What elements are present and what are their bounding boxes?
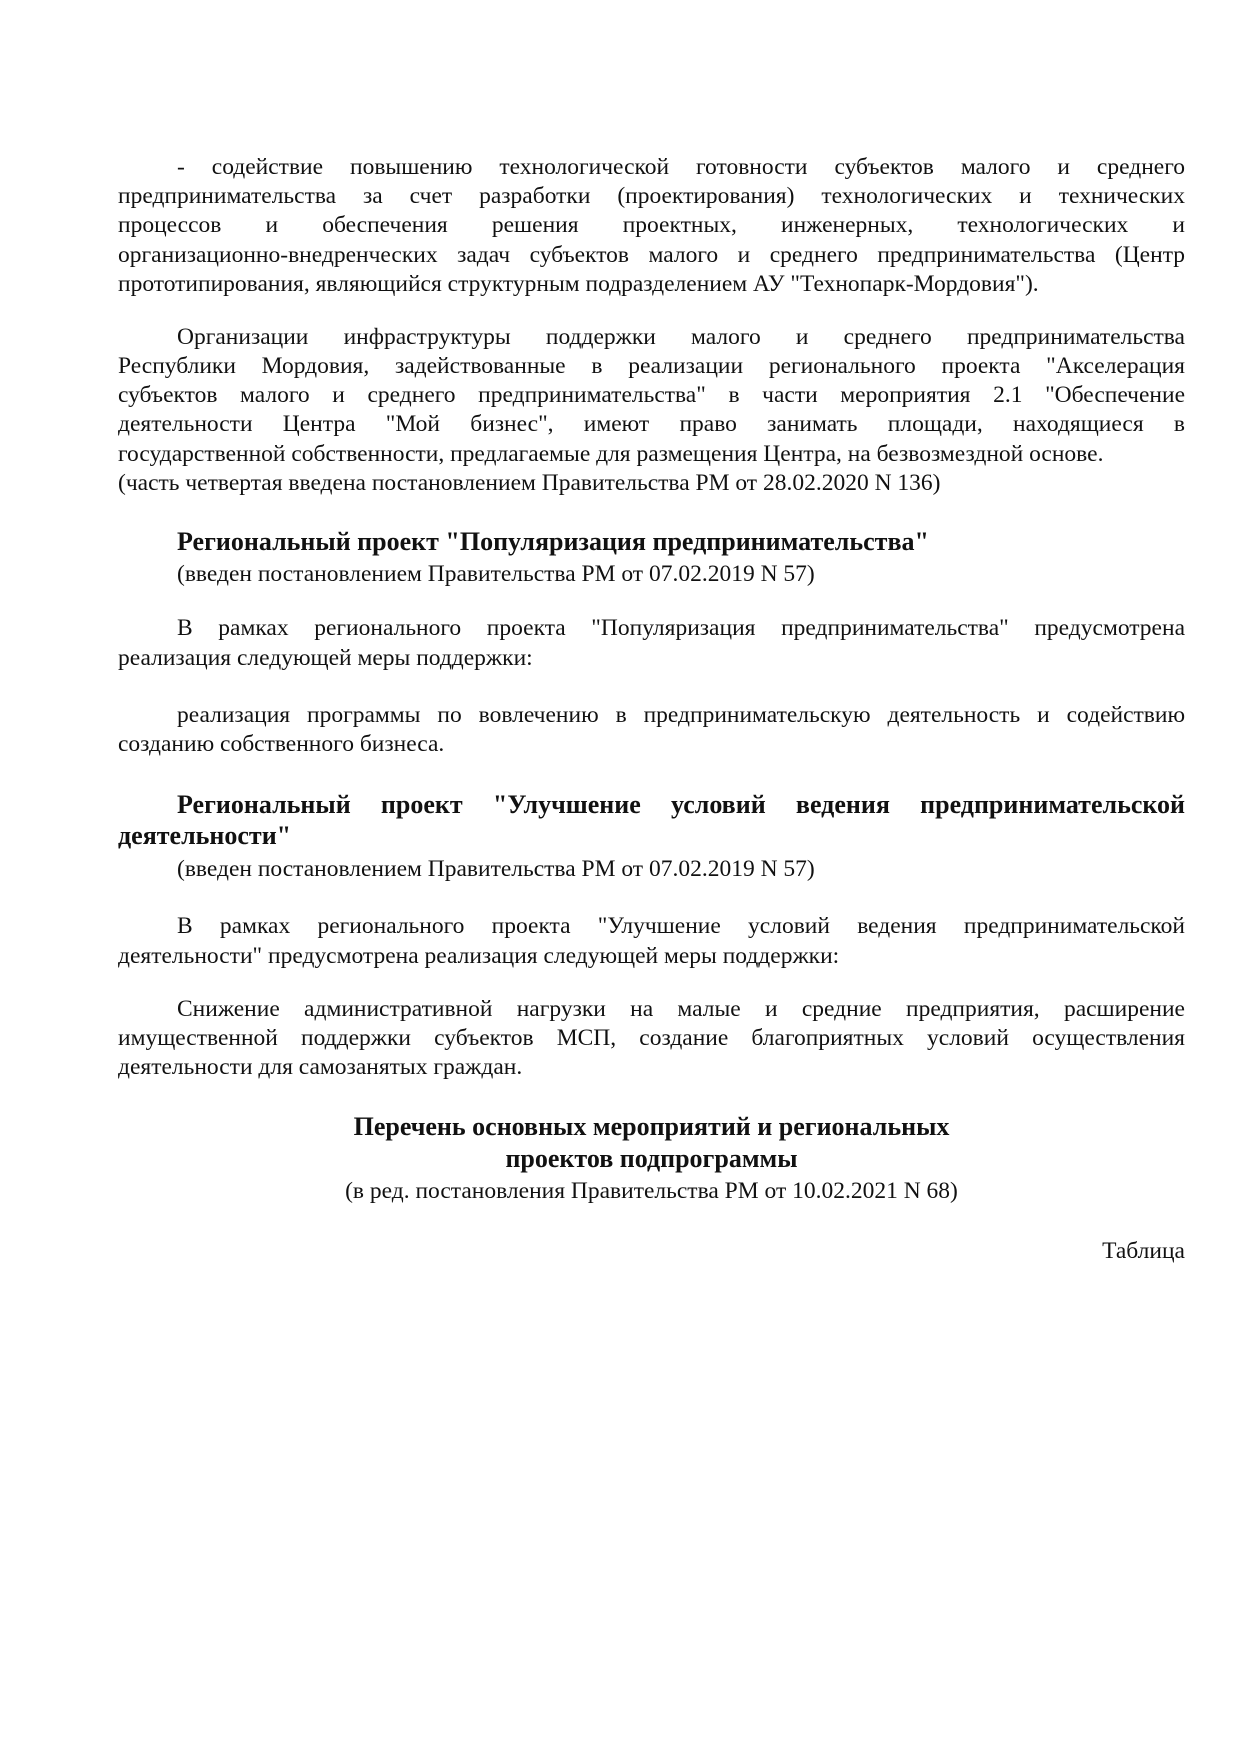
text-line: деятельности для самозанятых граждан. bbox=[118, 1054, 523, 1080]
text-line: Республики Мордовия, задействованные в реализации регионального проекта "Акселерация bbox=[118, 353, 1185, 379]
text-line: В рамках регионального проекта "Улучшение условий ведения предпринимательской bbox=[177, 913, 1185, 939]
text-line: процессов и обеспечения решения проектных, инженерных, технологических и bbox=[118, 212, 1185, 238]
text-line: реализация следующей меры поддержки: bbox=[118, 645, 533, 671]
text-line: Организации инфраструктуры поддержки малого и среднего предпринимательства bbox=[177, 324, 1185, 350]
text-line: (введен постановлением Правительства РМ от 07.02.2019 N 57) bbox=[177, 856, 815, 882]
text-line: субъектов малого и среднего предпринимательства" в части мероприятия 2.1 "Обеспечение bbox=[118, 382, 1185, 408]
text-line: имущественной поддержки субъектов МСП, создание благоприятных условий осуществления bbox=[118, 1025, 1185, 1051]
text-line: реализация программы по вовлечению в предпринимательскую деятельность и содействию bbox=[177, 702, 1185, 728]
text-line: Таблица bbox=[1102, 1238, 1185, 1264]
text-line: Снижение административной нагрузки на малые и средние предприятия, расширение bbox=[177, 996, 1185, 1022]
text-line: государственной собственности, предлагаемые для размещения Центра, на безвозмездной основе. bbox=[118, 441, 1104, 467]
text-line: деятельности" предусмотрена реализация следующей меры поддержки: bbox=[118, 943, 840, 969]
text-line: организационно-внедренческих задач субъектов малого и среднего предпринимательства (Центр bbox=[118, 242, 1185, 268]
text-line: (в ред. постановления Правительства РМ от 10.02.2021 N 68) bbox=[345, 1178, 958, 1204]
text-line: В рамках регионального проекта "Популяризация предпринимательства" предусмотрена bbox=[177, 615, 1185, 641]
text-line: (часть четвертая введена постановлением Правительства РМ от 28.02.2020 N 136) bbox=[118, 470, 941, 496]
text-line: прототипирования, являющийся структурным подразделением АУ "Технопарк-Мордовия"). bbox=[118, 271, 1039, 297]
text-line: предпринимательства за счет разработки (проектирования) технологических и технических bbox=[118, 183, 1185, 209]
text-line: Региональный проект "Улучшение условий ведения предпринимательской bbox=[177, 790, 1185, 819]
text-line: Перечень основных мероприятий и региональных bbox=[353, 1112, 950, 1141]
text-line: Региональный проект "Популяризация предпринимательства" bbox=[177, 527, 929, 556]
text-line: (введен постановлением Правительства РМ от 07.02.2019 N 57) bbox=[177, 561, 815, 587]
text-line: созданию собственного бизнеса. bbox=[118, 731, 445, 757]
text-line: деятельности Центра "Мой бизнес", имеют право занимать площади, находящиеся в bbox=[118, 411, 1185, 437]
text-line: деятельности" bbox=[118, 821, 292, 850]
text-line: проектов подпрограммы bbox=[505, 1144, 798, 1173]
text-line: - содействие повышению технологической готовности субъектов малого и среднего bbox=[177, 154, 1185, 180]
